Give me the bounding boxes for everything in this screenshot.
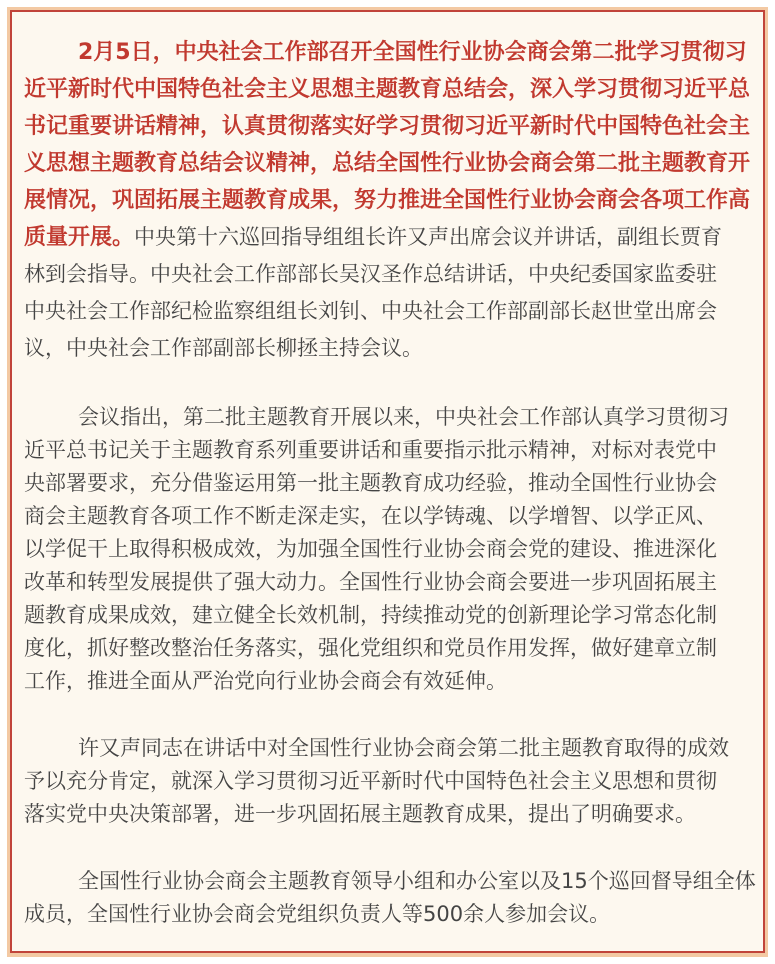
text-line: 成员，全国性行业协会商会党组织负责人等500余人参加会议。 bbox=[24, 902, 611, 926]
paragraph-attendees bbox=[24, 865, 756, 931]
text-line: 商会主题教育各项工作不断走深走实，在以学铸魂、以学增智、以学正风、 bbox=[24, 504, 717, 528]
text-line: 许又声同志在讲话中对全国性行业协会商会第二批主题教育取得的成效 bbox=[78, 736, 729, 760]
text-line bbox=[24, 182, 751, 219]
text-line: 全国性行业协会商会主题教育领导小组和办公室以及15个巡回督导组全体 bbox=[78, 869, 756, 893]
text-line: 题教育成果成效，建立健全长效机制，持续推动党的创新理论学习常态化制 bbox=[24, 603, 717, 627]
text-line bbox=[24, 108, 751, 145]
paragraph-speech bbox=[24, 732, 729, 831]
paragraph-gap bbox=[24, 367, 704, 401]
body-text: 中央社会工作部纪检监察组组长刘钊、中央社会工作部副部长赵世堂出席会 bbox=[24, 299, 717, 323]
text-line: 度化，抓好整改整治任务落实，强化党组织和党员作用发挥，做好建章立制 bbox=[24, 636, 717, 660]
text-line: 工作，推进全面从严治党向行业协会商会有效延伸。 bbox=[24, 669, 507, 693]
article-frame-outer bbox=[7, 7, 768, 957]
highlight-text: 书记重要讲话精神，认真贯彻落实好学习贯彻习近平新时代中国特色社会主 bbox=[24, 114, 751, 139]
paragraph-lead bbox=[24, 34, 751, 367]
text-line: 予以充分肯定，就深入学习贯彻习近平新时代中国特色社会主义思想和贯彻 bbox=[24, 769, 717, 793]
article-body bbox=[24, 34, 756, 931]
text-line bbox=[24, 219, 723, 256]
text-line bbox=[24, 145, 751, 182]
text-line bbox=[24, 293, 717, 330]
body-text: 议，中央社会工作部副部长柳拯主持会议。 bbox=[24, 336, 423, 360]
highlight-text: 近平新时代中国特色社会主义思想主题教育总结会，深入学习贯彻习近平总 bbox=[24, 77, 751, 102]
highlight-text: 质量开展。 bbox=[24, 225, 135, 250]
text-line: 落实党中央决策部署，进一步巩固拓展主题教育成果，提出了明确要求。 bbox=[24, 802, 696, 826]
body-text: 林到会指导。中央社会工作部部长吴汉圣作总结讲话，中央纪委国家监委驻 bbox=[24, 262, 717, 286]
highlight-text: 2月5日，中央社会工作部召开全国性行业协会商会第二批学习贯彻习 bbox=[78, 40, 747, 65]
paragraph-gap bbox=[24, 698, 704, 732]
paragraph-meeting-points bbox=[24, 401, 729, 698]
highlight-text: 义思想主题教育总结会议精神，总结全国性行业协会商会第二批主题教育开 bbox=[24, 151, 751, 176]
paragraph-gap bbox=[24, 831, 704, 865]
text-line bbox=[24, 256, 717, 293]
text-line bbox=[24, 330, 704, 367]
text-line: 以学促干上取得积极成效，为加强全国性行业协会商会党的建设、推进深化 bbox=[24, 537, 717, 561]
text-line bbox=[24, 71, 751, 108]
text-line: 改革和转型发展提供了强大动力。全国性行业协会商会要进一步巩固拓展主 bbox=[24, 570, 717, 594]
text-line bbox=[24, 34, 747, 71]
text-line: 央部署要求，充分借鉴运用第一批主题教育成功经验，推动全国性行业协会 bbox=[24, 471, 717, 495]
text-line: 近平总书记关于主题教育系列重要讲话和重要指示批示精神，对标对表党中 bbox=[24, 438, 717, 462]
body-text: 中央第十六巡回指导组组长许又声出席会议并讲话，副组长贾育 bbox=[134, 225, 723, 249]
highlight-text: 展情况，巩固拓展主题教育成果，努力推进全国性行业协会商会各项工作高 bbox=[24, 188, 751, 213]
article-frame bbox=[10, 10, 765, 953]
text-line: 会议指出，第二批主题教育开展以来，中央社会工作部认真学习贯彻习 bbox=[78, 405, 729, 429]
